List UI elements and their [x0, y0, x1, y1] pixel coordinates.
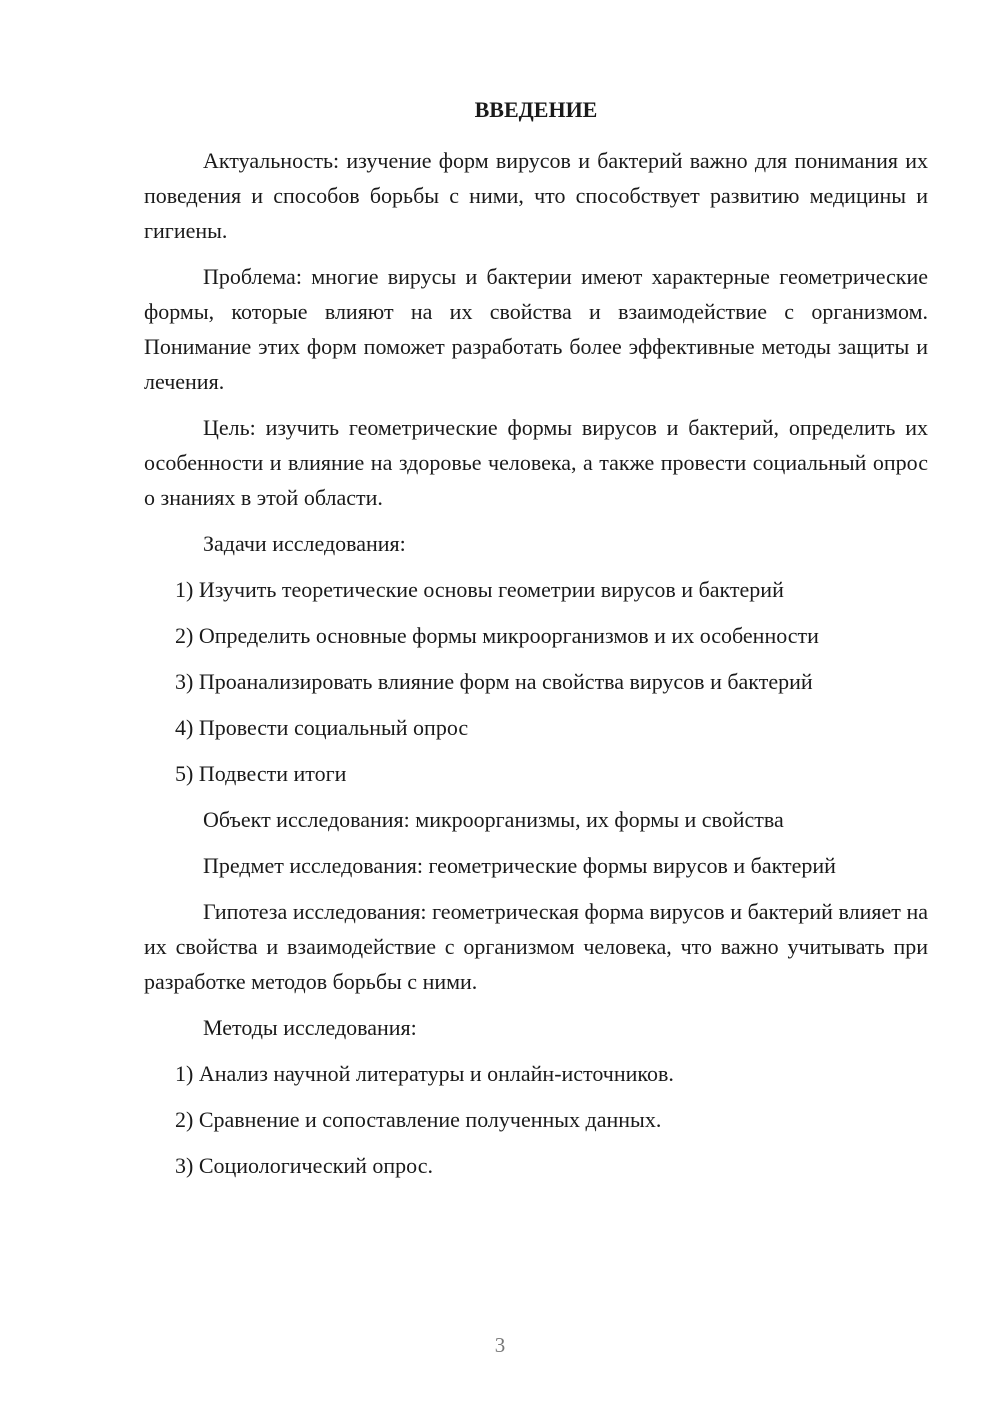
tasks-list	[144, 572, 928, 791]
hypothesis-paragraph: Гипотеза исследования: геометрическая форма вирусов и бактерий влияет на их свойства и взаимодействие с организмом человека, что важно учитывать при разработке методов борьбы с ними.	[144, 899, 928, 994]
problem-paragraph: Проблема: многие вирусы и бактерии имеют характерные геометрические формы, которые влияют на их свойства и взаимодействие с организмом. Понимание этих форм поможет разработать более эффективные методы защиты и лечения.	[144, 264, 928, 394]
subject-paragraph: Предмет исследования: геометрические формы вирусов и бактерий	[203, 853, 836, 878]
tasks-heading: Задачи исследования:	[203, 531, 406, 556]
list-item: 1) Анализ научной литературы и онлайн-источников.	[175, 1061, 674, 1086]
methods-heading: Методы исследования:	[203, 1015, 417, 1040]
document-page	[144, 92, 928, 1194]
list-item: 4) Провести социальный опрос	[175, 715, 469, 740]
list-item: 3) Проанализировать влияние форм на свойства вирусов и бактерий	[175, 669, 813, 694]
list-item: 2) Сравнение и сопоставление полученных данных.	[175, 1107, 662, 1132]
methods-list	[144, 1056, 928, 1183]
list-item: 5) Подвести итоги	[175, 761, 347, 786]
goal-paragraph: Цель: изучить геометрические формы вирусов и бактерий, определить их особенности и влияние на здоровье человека, а также провести социальный опрос о знаниях в этой области.	[144, 415, 928, 510]
list-item: 3) Социологический опрос.	[175, 1153, 433, 1178]
relevance-paragraph: Актуальность: изучение форм вирусов и бактерий важно для понимания их поведения и способов борьбы с ними, что способствует развитию медицины и гигиены.	[144, 148, 928, 243]
page-number: 3	[494, 1333, 506, 1357]
section-title: ВВЕДЕНИЕ	[474, 97, 598, 122]
list-item: 2) Определить основные формы микроорганизмов и их особенности	[175, 623, 819, 648]
object-paragraph: Объект исследования: микроорганизмы, их формы и свойства	[203, 807, 784, 832]
list-item: 1) Изучить теоретические основы геометрии вирусов и бактерий	[175, 577, 784, 602]
